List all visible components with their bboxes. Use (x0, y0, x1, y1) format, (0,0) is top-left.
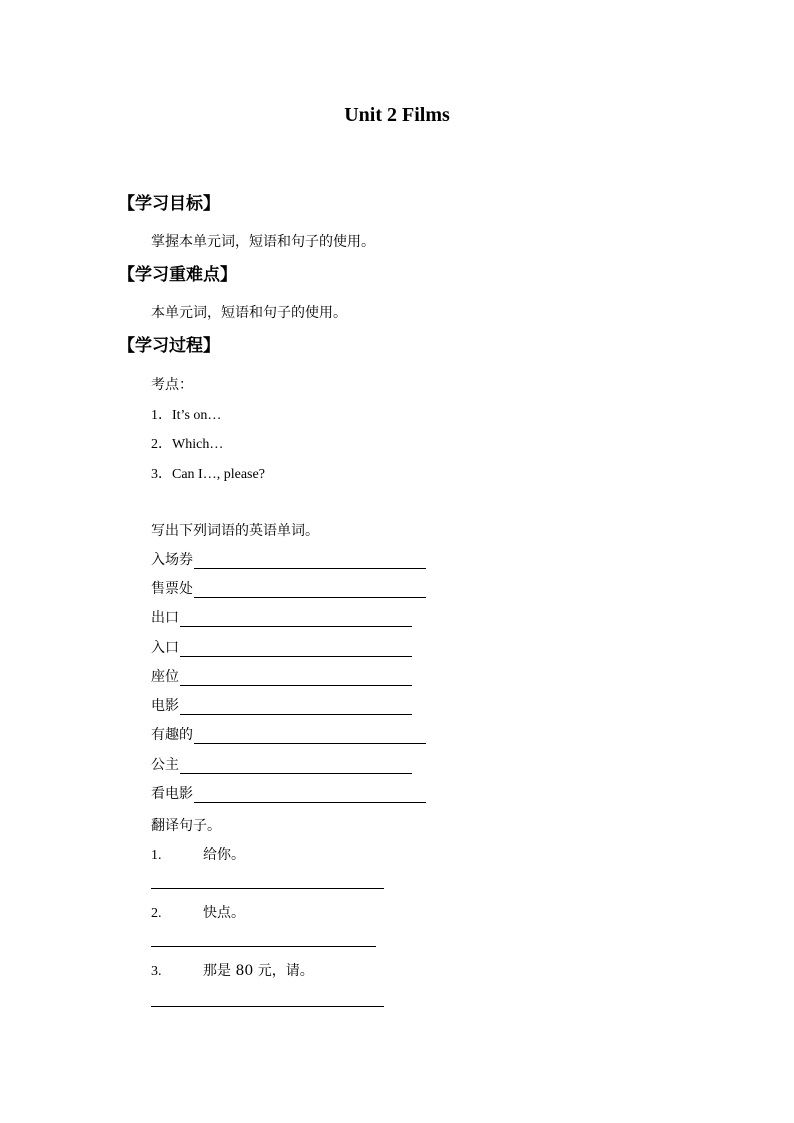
vocab-word: 看电影 (151, 786, 193, 802)
item-number: 1. (151, 848, 162, 863)
translate-instruction: 翻译句子。 (151, 818, 221, 834)
answer-blank[interactable] (180, 699, 412, 715)
answer-blank[interactable] (194, 787, 426, 803)
answer-line[interactable] (151, 1006, 384, 1007)
vocab-word: 座位 (151, 669, 179, 685)
exam-points-label: 考点： (151, 377, 193, 393)
vocab-word: 售票处 (151, 581, 193, 597)
answer-blank[interactable] (180, 670, 412, 686)
key-points-text: 本单元词，短语和句子的使用。 (151, 305, 347, 321)
exam-point-item: 2．Which… (151, 437, 224, 452)
goals-text: 掌握本单元词，短语和句子的使用。 (151, 234, 375, 250)
answer-blank[interactable] (194, 582, 426, 598)
answer-line[interactable] (151, 888, 384, 889)
translate-item (151, 902, 245, 922)
vocab-word: 公主 (151, 757, 179, 773)
vocab-word: 出口 (151, 610, 179, 626)
section-heading-goals: 【学习目标】 (118, 194, 220, 214)
translate-item (151, 960, 314, 980)
vocab-item (151, 637, 412, 657)
item-number: 3. (151, 964, 162, 979)
exam-point-item: 1．It’s on… (151, 408, 222, 423)
vocab-word: 入场券 (151, 552, 193, 568)
exam-point-item: 3．Can I…, please? (151, 467, 265, 482)
answer-blank[interactable] (180, 641, 412, 657)
answer-blank[interactable] (194, 728, 426, 744)
vocab-word: 电影 (151, 698, 179, 714)
vocab-item (151, 549, 426, 569)
vocab-item (151, 783, 426, 803)
answer-blank[interactable] (180, 611, 412, 627)
vocab-item (151, 607, 412, 627)
answer-line[interactable] (151, 946, 376, 947)
vocab-word: 入口 (151, 640, 179, 656)
section-heading-process: 【学习过程】 (118, 336, 220, 356)
vocab-item (151, 724, 426, 744)
sentence-text: 给你。 (203, 847, 245, 863)
section-heading-key-points: 【学习重难点】 (118, 265, 237, 285)
item-number: 2. (151, 906, 162, 921)
vocab-item (151, 754, 412, 774)
vocab-item (151, 695, 412, 715)
sentence-text: 快点。 (203, 905, 245, 921)
answer-blank[interactable] (194, 553, 426, 569)
sentence-text: 那是 80 元，请。 (203, 963, 314, 979)
page-title: Unit 2 Films (344, 104, 450, 126)
vocab-item (151, 578, 426, 598)
vocab-instruction: 写出下列词语的英语单词。 (151, 523, 319, 539)
answer-blank[interactable] (180, 758, 412, 774)
vocab-word: 有趣的 (151, 727, 193, 743)
vocab-item (151, 666, 412, 686)
translate-item (151, 844, 245, 864)
